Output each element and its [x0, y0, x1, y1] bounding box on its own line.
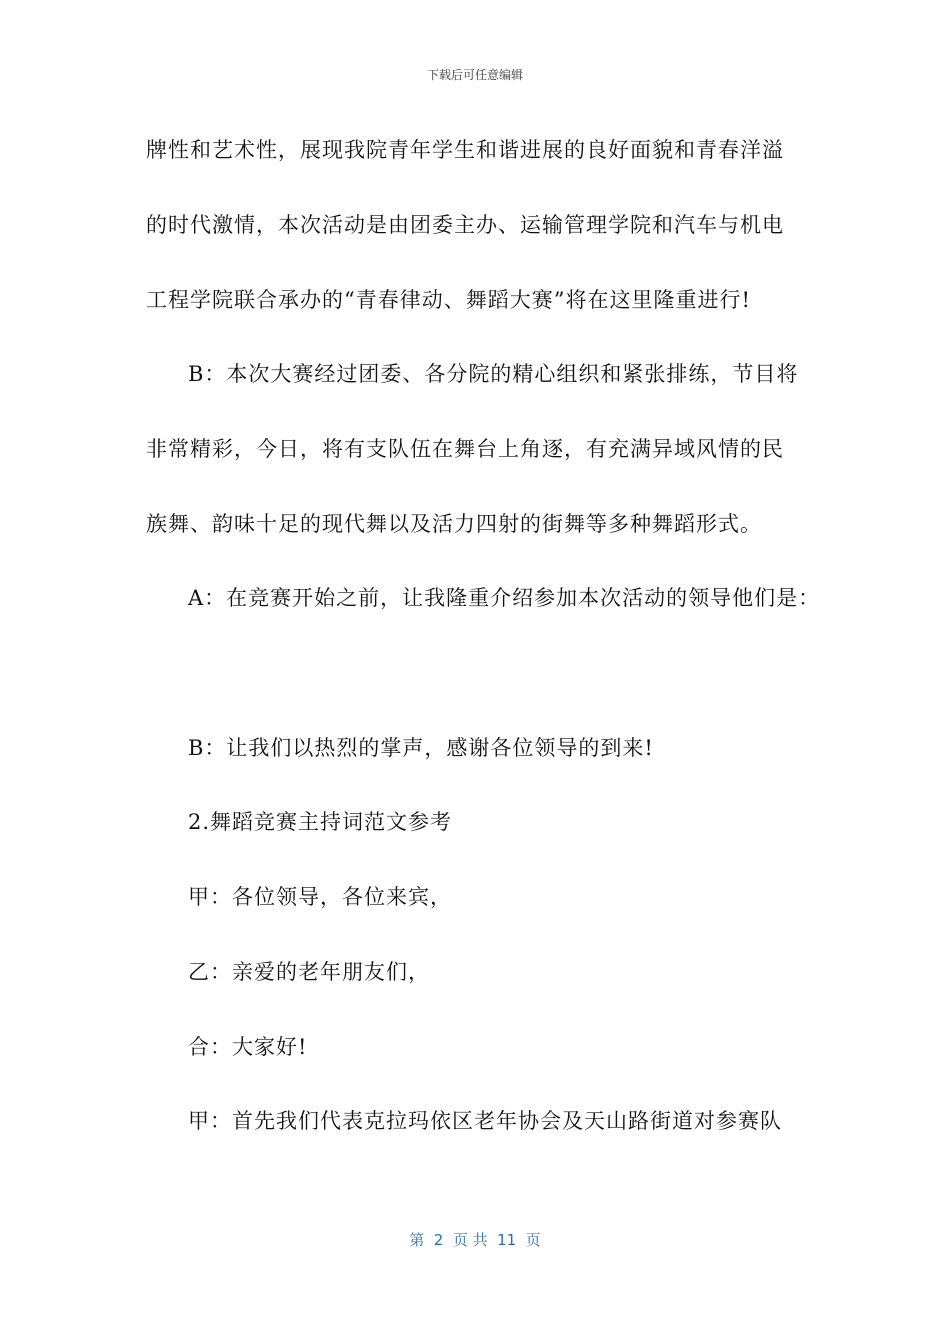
body-line-10: 甲：各位领导，各位来宾， [188, 885, 452, 909]
body-line-7: A：在竞赛开始之前，让我隆重介绍参加本次活动的领导他们是： [188, 586, 821, 610]
body-line-8: B：让我们以热烈的掌声，感谢各位领导的到来! [188, 736, 654, 760]
body-line-1: 牌性和艺术性，展现我院青年学生和谐进展的良好面貌和青春洋溢 [146, 138, 784, 162]
body-line-11: 乙：亲爱的老年朋友们， [188, 960, 430, 984]
body-line-4: B：本次大赛经过团委、各分院的精心组织和紧张排练，节目将 [188, 362, 799, 386]
download-note-header: 下载后可任意编辑 [426, 68, 523, 82]
body-line-3: 工程学院联合承办的“青春律动、舞蹈大赛”将在这里隆重进行! [146, 288, 751, 312]
body-line-12: 合：大家好! [188, 1035, 308, 1059]
page-number-footer: 第 2 页 共 11 页 [409, 1231, 541, 1249]
body-line-5: 非常精彩，今日，将有支队伍在舞台上角逐，有充满异域风情的民 [146, 437, 784, 461]
body-line-9: 2.舞蹈竞赛主持词范文参考 [188, 810, 453, 834]
body-line-13: 甲：首先我们代表克拉玛依区老年协会及天山路街道对参赛队 [188, 1109, 782, 1133]
body-line-2: 的时代激情，本次活动是由团委主办、运输管理学院和汽车与机电 [146, 213, 784, 237]
body-line-6: 族舞、韵味十足的现代舞以及活力四射的街舞等多种舞蹈形式。 [146, 512, 762, 536]
